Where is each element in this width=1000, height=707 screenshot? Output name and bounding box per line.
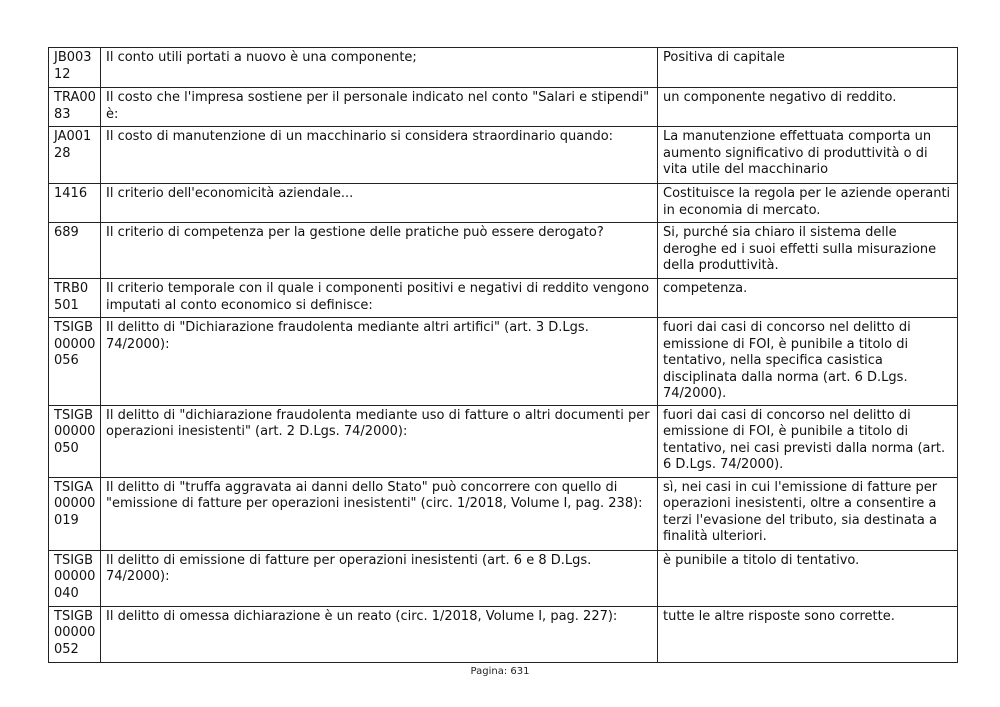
question-code: TRB0501 [49, 279, 101, 318]
question-text: Il delitto di omessa dichiarazione è un reato (circ. 1/2018, Volume I, pag. 227): [101, 606, 658, 662]
question-text: Il conto utili portati a nuovo è una componente; [101, 48, 658, 88]
question-code: TRA0083 [49, 88, 101, 127]
table-row [49, 606, 958, 662]
question-code: 1416 [49, 184, 101, 223]
question-code: TSIGB00000056 [49, 318, 101, 406]
question-text: Il delitto di "dichiarazione fraudolenta mediante uso di fatture o altri documenti per operazioni inesistenti" (art. 2 D.Lgs. 74/2000): [101, 405, 658, 477]
answer-text: tutte le altre risposte sono corrette. [658, 606, 958, 662]
question-code: JB00312 [49, 48, 101, 88]
answer-text: fuori dai casi di concorso nel delitto di emissione di FOI, è punibile a titolo di tentativo, nella specifica casistica disciplinata dalla norma (art. 6 D.Lgs. 74/2000). [658, 318, 958, 406]
table-row [49, 550, 958, 606]
answer-text: Costituisce la regola per le aziende operanti in economia di mercato. [658, 184, 958, 223]
answer-text: competenza. [658, 279, 958, 318]
answer-text: Si, purché sia chiaro il sistema delle deroghe ed i suoi effetti sulla misurazione della produttività. [658, 223, 958, 279]
question-code: TSIGB00000040 [49, 550, 101, 606]
table-row [49, 318, 958, 406]
question-text: Il delitto di emissione di fatture per operazioni inesistenti (art. 6 e 8 D.Lgs. 74/2000): [101, 550, 658, 606]
question-code: TSIGA00000019 [49, 477, 101, 550]
page-number: Pagina: 631 [470, 666, 530, 677]
qa-table [48, 47, 958, 663]
question-text: Il costo di manutenzione di un macchinario si considera straordinario quando: [101, 127, 658, 184]
question-text: Il criterio dell'economicità aziendale... [101, 184, 658, 223]
question-text: Il delitto di "truffa aggravata ai danni dello Stato" può concorrere con quello di "emissione di fatture per operazioni inesistenti" (circ. 1/2018, Volume I, pag. 238): [101, 477, 658, 550]
question-text: Il criterio di competenza per la gestione delle pratiche può essere derogato? [101, 223, 658, 279]
question-code: TSIGB00000052 [49, 606, 101, 662]
question-code: JA00128 [49, 127, 101, 184]
table-row [49, 223, 958, 279]
question-text: Il delitto di "Dichiarazione fraudolenta mediante altri artifici" (art. 3 D.Lgs. 74/2000): [101, 318, 658, 406]
answer-text: un componente negativo di reddito. [658, 88, 958, 127]
table-row [49, 477, 958, 550]
table-row [49, 48, 958, 88]
table-row [49, 184, 958, 223]
table-row [49, 405, 958, 477]
answer-text: sì, nei casi in cui l'emissione di fatture per operazioni inesistenti, oltre a consentire a terzi l'evasione del tributo, sia destinata a finalità ulteriori. [658, 477, 958, 550]
answer-text: fuori dai casi di concorso nel delitto di emissione di FOI, è punibile a titolo di tentativo, nei casi previsti dalla norma (art. 6 D.Lgs. 74/2000). [658, 405, 958, 477]
table-row [49, 279, 958, 318]
question-code: 689 [49, 223, 101, 279]
question-code: TSIGB00000050 [49, 405, 101, 477]
question-text: Il criterio temporale con il quale i componenti positivi e negativi di reddito vengono imputati al conto economico si definisce: [101, 279, 658, 318]
answer-text: La manutenzione effettuata comporta un aumento significativo di produttività o di vita utile del macchinario [658, 127, 958, 184]
answer-text: Positiva di capitale [658, 48, 958, 88]
answer-text: è punibile a titolo di tentativo. [658, 550, 958, 606]
table-row [49, 127, 958, 184]
table-row [49, 88, 958, 127]
question-text: Il costo che l'impresa sostiene per il personale indicato nel conto "Salari e stipendi" è: [101, 88, 658, 127]
